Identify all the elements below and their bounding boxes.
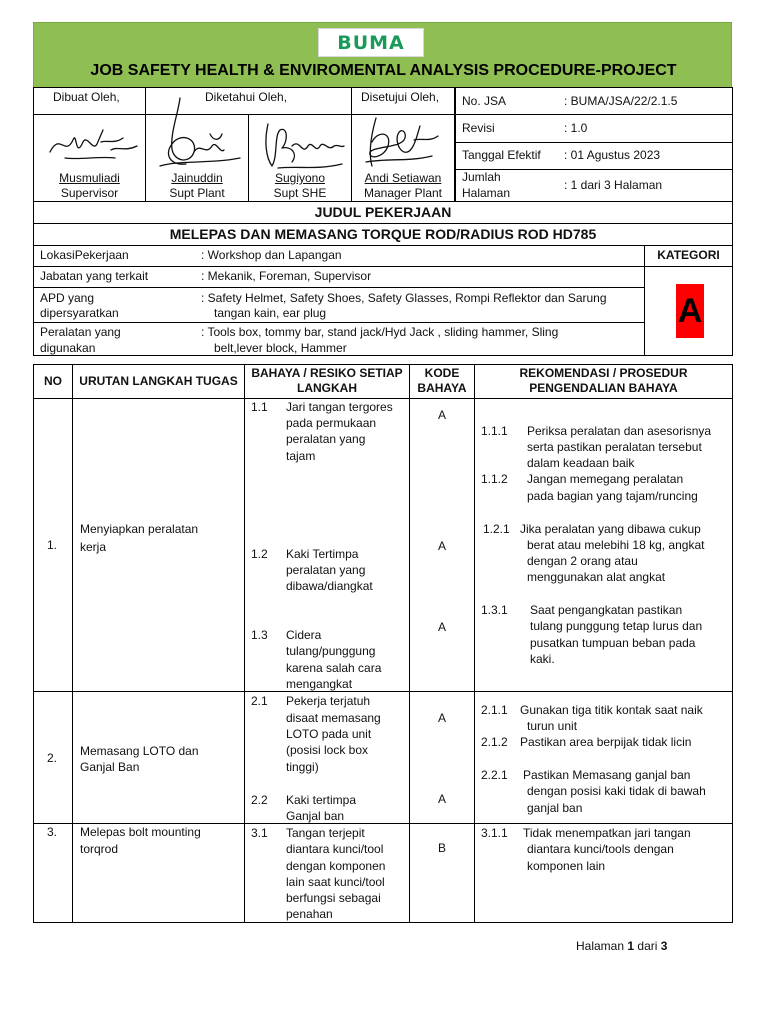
signature-musmuliadi xyxy=(45,122,140,167)
row-3-no: 3. xyxy=(47,825,58,839)
rec-1-1-2-num: 1.1.2 xyxy=(481,472,508,486)
hazard-3-1-line-1: Tangan terjepit xyxy=(286,826,365,840)
rec-1-1-2-line-2: pada bagian yang tajam/runcing xyxy=(527,489,698,503)
hazard-2-1-line-3: LOTO pada unit xyxy=(286,727,372,741)
row-3-task-line-2: torqrod xyxy=(80,842,119,856)
signer-role-1: Supervisor xyxy=(60,186,119,200)
hazard-1-2-line-3: dibawa/diangkat xyxy=(286,579,373,593)
header-rek-2: PENGENDALIAN BAHAYA xyxy=(529,381,678,395)
rec-3-1-1-line-3: komponen lain xyxy=(527,859,606,873)
hazard-1-3-line-4: mengangkat xyxy=(286,677,353,691)
rec-1-1-1-line-1: Periksa peralatan dan asesorisnya xyxy=(527,424,712,438)
hazard-2-1-line-1: Pekerja terjatuh xyxy=(286,694,371,708)
header-urutan: URUTAN LANGKAH TUGAS xyxy=(79,374,238,388)
hazard-2-2-line-2: Ganjal ban xyxy=(286,809,345,823)
rec-2-1-1-num: 2.1.1 xyxy=(481,703,508,717)
rec-1-3-1-num: 1.3.1 xyxy=(481,603,508,617)
no-jsa-value: : BUMA/JSA/22/2.1.5 xyxy=(564,94,678,108)
rec-1-1-1-num: 1.1.1 xyxy=(481,424,508,438)
hazard-3-1-line-3: dengan komponen xyxy=(286,859,386,873)
peralatan-value-2: belt,lever block, Hammer xyxy=(214,341,347,355)
hazard-1-1-line-1: Jari tangan tergores xyxy=(286,400,393,414)
rec-3-1-1-num: 3.1.1 xyxy=(481,826,508,840)
rec-1-1-2-line-1: Jangan memegang peralatan xyxy=(527,472,684,486)
row-2-no: 2. xyxy=(47,751,58,765)
hazard-1-2-line-1: Kaki Tertimpa xyxy=(286,547,359,561)
hazard-2-1-line-2: disaat memasang xyxy=(286,711,381,725)
disetujui-label: Disetujui Oleh, xyxy=(361,90,440,104)
rec-2-1-2-line-1: Pastikan area berpijak tidak licin xyxy=(520,735,692,749)
rec-1-1-1-line-2: serta pastikan peralatan tersebut xyxy=(527,440,702,454)
rec-1-2-1-line-4: menggunakan alat angkat xyxy=(527,570,666,584)
tanggal-label: Tanggal Efektif xyxy=(462,148,541,162)
apd-value-2: tangan kain, ear plug xyxy=(214,306,327,320)
lokasi-label: LokasiPekerjaan xyxy=(40,248,129,262)
footer-middle: dari xyxy=(637,939,658,953)
rec-2-2-1-line-3: ganjal ban xyxy=(527,801,583,815)
row-3-code-cell xyxy=(409,823,475,923)
header-kode-2: BAHAYA xyxy=(417,381,467,395)
jabatan-value: : Mekanik, Foreman, Supervisor xyxy=(201,269,372,283)
row-1-task-line-1: Menyiapkan peralatan xyxy=(80,522,199,536)
revisi-label: Revisi xyxy=(462,121,495,135)
rec-2-2-1-num: 2.2.1 xyxy=(481,768,508,782)
hazard-3-1-line-4: lain saat kunci/tool xyxy=(286,875,385,889)
lokasi-value: : Workshop dan Lapangan xyxy=(201,248,342,262)
peralatan-value-1: : Tools box, tommy bar, stand jack/Hyd Jack , sliding hammer, Sling xyxy=(201,325,559,339)
hazard-1-3-num: 1.3 xyxy=(251,628,268,642)
hazard-2-1-line-4: (posisi lock box xyxy=(286,743,369,757)
rec-1-3-1-line-3: pusatkan tumpuan beban pada xyxy=(530,636,696,650)
tanggal-value: : 01 Agustus 2023 xyxy=(564,148,661,162)
diketahui-label: Diketahui Oleh, xyxy=(205,90,288,104)
signer-name-4: Andi Setiawan xyxy=(364,171,442,185)
hazard-3-1-line-2: diantara kunci/tool xyxy=(286,842,384,856)
dibuat-label: Dibuat Oleh, xyxy=(53,90,120,104)
kategori-badge xyxy=(676,284,704,338)
header-rek-1: REKOMENDASI / PROSEDUR xyxy=(519,366,688,380)
row-1-no: 1. xyxy=(47,538,58,552)
apd-value-1: : Safety Helmet, Safety Shoes, Safety Glasses, Rompi Reflektor dan Sarung xyxy=(201,291,607,305)
footer-total: 3 xyxy=(660,939,668,953)
logo-text: BUMA xyxy=(337,31,405,54)
footer-prefix: Halaman xyxy=(576,939,625,953)
signature-sugiyono xyxy=(258,116,348,176)
code-2-1: A xyxy=(437,711,446,725)
apd-label-1: APD yang xyxy=(40,291,95,305)
signature-jainuddin xyxy=(150,94,245,174)
rec-1-3-1-line-1: Saat pengangkatan pastikan xyxy=(530,603,683,617)
peralatan-label-2: digunakan xyxy=(40,341,96,355)
apd-label-2: dipersyaratkan xyxy=(40,306,119,320)
code-1-2: A xyxy=(437,539,446,553)
hazard-1-1-line-3: peralatan yang xyxy=(286,432,366,446)
header-bahaya-2: LANGKAH xyxy=(297,381,357,395)
rec-3-1-1-line-1: Tidak menempatkan jari tangan xyxy=(523,826,691,840)
rec-2-1-1-line-1: Gunakan tiga titik kontak saat naik xyxy=(520,703,703,717)
jumlah-label: Jumlah xyxy=(462,170,501,184)
signer-role-2: Supt Plant xyxy=(169,186,225,200)
hazard-1-2-num: 1.2 xyxy=(251,547,268,561)
jumlah-value: : 1 dari 3 Halaman xyxy=(564,178,663,192)
code-3-1: B xyxy=(437,841,446,855)
hazard-1-3-line-1: Cidera xyxy=(286,628,322,642)
signer-name-1: Musmuliadi xyxy=(59,171,120,185)
rec-1-1-1-line-3: dalam keadaan baik xyxy=(527,456,635,470)
rec-1-2-1-num: 1.2.1 xyxy=(483,522,510,536)
halaman-label: Halaman xyxy=(462,186,511,200)
signature-andi-setiawan xyxy=(358,112,448,174)
header-no: NO xyxy=(44,374,62,388)
kategori-label: KATEGORI xyxy=(657,248,720,262)
hazard-1-1-line-2: pada permukaan xyxy=(286,416,377,430)
rec-1-2-1-line-1: Jika peralatan yang dibawa cukup xyxy=(520,522,701,536)
rec-2-2-1-line-1: Pastikan Memasang ganjal ban xyxy=(523,768,691,782)
jabatan-label: Jabatan yang terkait xyxy=(40,269,149,283)
header-kode-1: KODE xyxy=(424,366,460,380)
code-1-3: A xyxy=(437,620,446,634)
row-3-task-line-1: Melepas bolt mounting xyxy=(80,825,201,839)
signer-role-3: Supt SHE xyxy=(273,186,327,200)
hazard-2-1-num: 2.1 xyxy=(251,694,268,708)
header-bahaya-1: BAHAYA / RESIKO SETIAP xyxy=(251,366,403,380)
signer-name-2: Jainuddin xyxy=(171,171,223,185)
hazard-2-2-num: 2.2 xyxy=(251,793,268,807)
kategori-value: A xyxy=(677,291,703,330)
hazard-1-3-line-3: karena salah cara xyxy=(286,661,382,675)
document-title: JOB SAFETY HEALTH & ENVIROMENTAL ANALYSIS PROCEDURE-PROJECT xyxy=(90,62,677,79)
hazard-2-2-line-1: Kaki tertimpa xyxy=(286,793,357,807)
hazard-1-1-line-4: tajam xyxy=(286,449,316,463)
footer-page: 1 xyxy=(627,939,635,953)
no-jsa-label: No. JSA xyxy=(462,94,507,108)
code-2-2: A xyxy=(437,792,446,806)
rec-1-3-1-line-4: kaki. xyxy=(530,652,555,666)
peralatan-label-1: Peralatan yang xyxy=(40,325,121,339)
signer-name-3: Sugiyono xyxy=(274,171,326,185)
code-1-1: A xyxy=(437,408,446,422)
revisi-value: : 1.0 xyxy=(564,121,588,135)
hazard-1-2-line-2: peralatan yang xyxy=(286,563,366,577)
hazard-3-1-line-6: penahan xyxy=(286,907,333,921)
rec-1-2-1-line-2: berat atau melebihi 18 kg, angkat xyxy=(527,538,705,552)
hazard-1-3-line-2: tulang/punggung xyxy=(286,644,376,658)
rec-3-1-1-line-2: diantara kunci/tools dengan xyxy=(527,842,674,856)
job-heading: JUDUL PEKERJAAN xyxy=(314,204,452,220)
header-band xyxy=(33,22,732,88)
rec-2-2-1-line-2: dengan posisi kaki tidak di bawah xyxy=(527,784,706,798)
page-footer xyxy=(576,939,667,953)
rec-2-1-1-line-2: turun unit xyxy=(527,719,578,733)
doc-info-row-revisi xyxy=(455,114,733,143)
signer-role-4: Manager Plant xyxy=(363,186,443,200)
hazard-3-1-line-5: berfungsi sebagai xyxy=(286,891,381,905)
hazard-3-1-num: 3.1 xyxy=(251,826,268,840)
job-title: MELEPAS DAN MEMASANG TORQUE ROD/RADIUS ROD HD785 xyxy=(169,226,597,242)
rec-2-1-2-num: 2.1.2 xyxy=(481,735,508,749)
row-2-task-line-2: Ganjal Ban xyxy=(80,760,140,774)
hazard-2-1-line-5: tinggi) xyxy=(286,760,319,774)
row-2-task-line-1: Memasang LOTO dan xyxy=(80,744,199,758)
rec-1-3-1-line-2: tulang punggung tetap lurus dan xyxy=(530,619,703,633)
row-1-task-line-2: kerja xyxy=(80,540,107,554)
hazard-1-1-num: 1.1 xyxy=(251,400,268,414)
buma-logo xyxy=(318,28,424,57)
rec-1-2-1-line-3: dengan 2 orang atau xyxy=(527,554,638,568)
